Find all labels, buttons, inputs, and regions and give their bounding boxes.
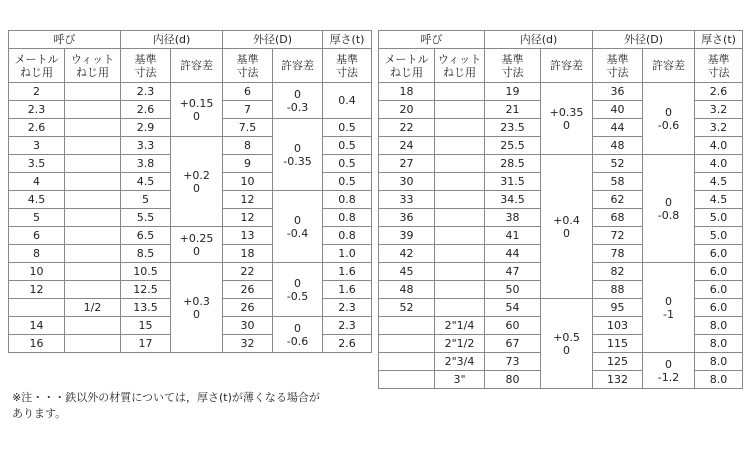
nominal-whitworth: 3" <box>435 371 485 389</box>
inner-base: 54 <box>485 299 541 317</box>
header-thickness-base: 基準 寸法 <box>323 49 372 83</box>
inner-tolerance <box>171 137 223 227</box>
outer-base: 88 <box>593 281 643 299</box>
header-inner-diameter: 内径(d) <box>485 31 593 49</box>
thickness-base: 0.8 <box>323 191 372 209</box>
outer-base: 32 <box>223 335 273 353</box>
nominal-metric: 14 <box>9 317 65 335</box>
inner-base: 25.5 <box>485 137 541 155</box>
outer-base: 58 <box>593 173 643 191</box>
outer-base: 78 <box>593 245 643 263</box>
nominal-metric: 36 <box>379 209 435 227</box>
footnote-line-1: ※注・・・鉄以外の材質については，厚さ(t)が薄くなる場合が <box>12 391 320 404</box>
inner-base: 31.5 <box>485 173 541 191</box>
inner-base: 15 <box>121 317 171 335</box>
nominal-metric: 52 <box>379 299 435 317</box>
outer-tolerance <box>643 353 695 389</box>
nominal-whitworth <box>435 119 485 137</box>
outer-tolerance <box>273 83 323 119</box>
table-row <box>379 155 743 173</box>
tolerance-plus: +0.35 <box>549 105 584 119</box>
thickness-base: 0.5 <box>323 155 372 173</box>
inner-base: 13.5 <box>121 299 171 317</box>
thickness-base: 8.0 <box>695 317 743 335</box>
outer-base: 10 <box>223 173 273 191</box>
nominal-metric: 20 <box>379 101 435 119</box>
outer-base: 30 <box>223 317 273 335</box>
header-outer-base: 基準 寸法 <box>593 49 643 83</box>
header-outer-diameter: 外径(D) <box>223 31 323 49</box>
header-outer-base: 基準 寸法 <box>223 49 273 83</box>
tolerance-minus: -0.6 <box>657 118 680 132</box>
outer-base: 132 <box>593 371 643 389</box>
thickness-base: 5.0 <box>695 209 743 227</box>
tolerance-minus: -0.5 <box>286 289 309 303</box>
header-whitworth: ウィット ねじ用 <box>435 49 485 83</box>
outer-base: 44 <box>593 119 643 137</box>
tolerance-plus: 0 <box>294 276 302 290</box>
tolerance-plus: 0 <box>665 195 673 209</box>
header-thickness: 厚さ(t) <box>323 31 372 49</box>
nominal-whitworth: 2"1/2 <box>435 335 485 353</box>
tolerance-minus: 0 <box>563 118 570 132</box>
thickness-base: 4.5 <box>695 173 743 191</box>
inner-base: 41 <box>485 227 541 245</box>
outer-base: 36 <box>593 83 643 101</box>
inner-base: 5 <box>121 191 171 209</box>
outer-tolerance <box>273 119 323 191</box>
nominal-metric: 16 <box>9 335 65 353</box>
tolerance-plus: +0.25 <box>179 231 214 245</box>
nominal-whitworth <box>435 137 485 155</box>
outer-base: 26 <box>223 299 273 317</box>
outer-base: 6 <box>223 83 273 101</box>
thickness-base: 6.0 <box>695 299 743 317</box>
outer-base: 12 <box>223 209 273 227</box>
outer-base: 8 <box>223 137 273 155</box>
outer-base: 95 <box>593 299 643 317</box>
outer-base: 103 <box>593 317 643 335</box>
outer-base: 82 <box>593 263 643 281</box>
outer-base: 40 <box>593 101 643 119</box>
inner-base: 38 <box>485 209 541 227</box>
nominal-metric <box>379 353 435 371</box>
thickness-base: 3.2 <box>695 119 743 137</box>
tolerance-minus: -1 <box>663 307 674 321</box>
nominal-whitworth <box>435 101 485 119</box>
tolerance-minus: -0.3 <box>286 100 309 114</box>
inner-base: 34.5 <box>485 191 541 209</box>
thickness-base: 3.2 <box>695 101 743 119</box>
inner-base: 2.9 <box>121 119 171 137</box>
table-row <box>379 83 743 101</box>
inner-tolerance <box>541 155 593 299</box>
nominal-whitworth <box>65 209 121 227</box>
nominal-whitworth <box>435 83 485 101</box>
thickness-base: 0.4 <box>323 83 372 119</box>
inner-base: 67 <box>485 335 541 353</box>
outer-tolerance <box>273 317 323 353</box>
nominal-whitworth <box>435 299 485 317</box>
nominal-whitworth <box>435 281 485 299</box>
outer-base: 68 <box>593 209 643 227</box>
nominal-metric: 2.6 <box>9 119 65 137</box>
nominal-metric <box>379 317 435 335</box>
thickness-base: 8.0 <box>695 353 743 371</box>
inner-base: 10.5 <box>121 263 171 281</box>
nominal-whitworth: 2"3/4 <box>435 353 485 371</box>
tolerance-plus: +0.4 <box>553 213 580 227</box>
inner-base: 73 <box>485 353 541 371</box>
nominal-whitworth <box>65 317 121 335</box>
header-thickness: 厚さ(t) <box>695 31 743 49</box>
nominal-whitworth <box>65 281 121 299</box>
nominal-whitworth <box>65 245 121 263</box>
header-inner-tolerance: 許容差 <box>541 49 593 83</box>
outer-base: 7.5 <box>223 119 273 137</box>
outer-base: 52 <box>593 155 643 173</box>
nominal-whitworth <box>65 173 121 191</box>
header-inner-base: 基準 寸法 <box>121 49 171 83</box>
tolerance-plus: 0 <box>294 213 302 227</box>
inner-base: 5.5 <box>121 209 171 227</box>
outer-base: 13 <box>223 227 273 245</box>
nominal-metric: 4 <box>9 173 65 191</box>
thickness-base: 2.3 <box>323 299 372 317</box>
tolerance-plus: +0.15 <box>179 96 214 110</box>
outer-tolerance <box>643 155 695 263</box>
inner-base: 23.5 <box>485 119 541 137</box>
nominal-whitworth <box>435 263 485 281</box>
nominal-metric: 30 <box>379 173 435 191</box>
nominal-metric: 5 <box>9 209 65 227</box>
nominal-metric <box>379 335 435 353</box>
nominal-metric: 2 <box>9 83 65 101</box>
thickness-base: 2.6 <box>695 83 743 101</box>
header-metric: メートル ねじ用 <box>9 49 65 83</box>
inner-base: 21 <box>485 101 541 119</box>
header-inner-tolerance: 許容差 <box>171 49 223 83</box>
footnote <box>12 390 320 422</box>
tolerance-plus: 0 <box>294 87 302 101</box>
inner-base: 80 <box>485 371 541 389</box>
nominal-whitworth <box>435 155 485 173</box>
tolerance-minus: 0 <box>193 109 200 123</box>
thickness-base: 4.5 <box>695 191 743 209</box>
inner-base: 28.5 <box>485 155 541 173</box>
inner-base: 3.8 <box>121 155 171 173</box>
outer-tolerance <box>643 83 695 155</box>
tolerance-plus: +0.2 <box>183 168 210 182</box>
nominal-metric: 22 <box>379 119 435 137</box>
tolerance-minus: 0 <box>193 244 200 258</box>
thickness-base: 6.0 <box>695 245 743 263</box>
outer-tolerance <box>273 263 323 317</box>
outer-base: 48 <box>593 137 643 155</box>
tolerance-minus: -0.4 <box>286 226 309 240</box>
washer-spec-table-right <box>378 30 743 389</box>
nominal-metric: 45 <box>379 263 435 281</box>
tolerance-minus: -0.35 <box>283 154 312 168</box>
table-row <box>9 83 372 101</box>
header-metric: メートル ねじ用 <box>379 49 435 83</box>
outer-base: 7 <box>223 101 273 119</box>
thickness-base: 1.6 <box>323 263 372 281</box>
inner-tolerance <box>171 263 223 353</box>
thickness-base: 0.8 <box>323 209 372 227</box>
thickness-base: 6.0 <box>695 281 743 299</box>
thickness-base: 0.5 <box>323 173 372 191</box>
tolerance-plus: 0 <box>665 294 673 308</box>
inner-base: 8.5 <box>121 245 171 263</box>
inner-base: 2.3 <box>121 83 171 101</box>
thickness-base: 4.0 <box>695 137 743 155</box>
thickness-base: 6.0 <box>695 263 743 281</box>
header-whitworth: ウィット ねじ用 <box>65 49 121 83</box>
header-nominal: 呼び <box>379 31 485 49</box>
thickness-base: 2.6 <box>323 335 372 353</box>
nominal-whitworth <box>65 335 121 353</box>
tolerance-plus: 0 <box>665 105 673 119</box>
nominal-whitworth <box>65 263 121 281</box>
tolerance-plus: 0 <box>294 141 302 155</box>
nominal-metric: 3.5 <box>9 155 65 173</box>
nominal-whitworth <box>435 209 485 227</box>
tolerance-plus: +0.5 <box>553 330 580 344</box>
thickness-base: 1.0 <box>323 245 372 263</box>
inner-base: 60 <box>485 317 541 335</box>
nominal-whitworth <box>65 101 121 119</box>
nominal-metric: 3 <box>9 137 65 155</box>
header-thickness-base: 基準 寸法 <box>695 49 743 83</box>
tolerance-minus: 0 <box>193 181 200 195</box>
inner-base: 6.5 <box>121 227 171 245</box>
inner-tolerance <box>541 83 593 155</box>
inner-base: 3.3 <box>121 137 171 155</box>
outer-tolerance <box>273 191 323 263</box>
nominal-metric: 4.5 <box>9 191 65 209</box>
thickness-base: 1.6 <box>323 281 372 299</box>
header-nominal: 呼び <box>9 31 121 49</box>
nominal-whitworth: 1/2 <box>65 299 121 317</box>
header-outer-diameter: 外径(D) <box>593 31 695 49</box>
tolerance-plus: 0 <box>665 357 673 371</box>
nominal-metric: 18 <box>379 83 435 101</box>
outer-base: 72 <box>593 227 643 245</box>
nominal-metric <box>9 299 65 317</box>
nominal-whitworth <box>65 191 121 209</box>
inner-base: 17 <box>121 335 171 353</box>
tolerance-minus: 0 <box>563 343 570 357</box>
header-inner-base: 基準 寸法 <box>485 49 541 83</box>
nominal-metric: 24 <box>379 137 435 155</box>
thickness-base: 8.0 <box>695 371 743 389</box>
thickness-base: 8.0 <box>695 335 743 353</box>
nominal-whitworth <box>435 245 485 263</box>
nominal-metric: 6 <box>9 227 65 245</box>
inner-base: 2.6 <box>121 101 171 119</box>
outer-base: 12 <box>223 191 273 209</box>
tolerance-minus: 0 <box>193 307 200 321</box>
tolerance-minus: -0.6 <box>286 334 309 348</box>
nominal-whitworth <box>65 227 121 245</box>
inner-base: 4.5 <box>121 173 171 191</box>
tolerance-minus: 0 <box>563 226 570 240</box>
nominal-metric: 39 <box>379 227 435 245</box>
inner-base: 50 <box>485 281 541 299</box>
outer-tolerance <box>643 263 695 353</box>
header-outer-tolerance: 許容差 <box>273 49 323 83</box>
tolerance-plus: +0.3 <box>183 294 210 308</box>
inner-base: 47 <box>485 263 541 281</box>
inner-base: 19 <box>485 83 541 101</box>
tolerance-minus: -0.8 <box>657 208 680 222</box>
outer-base: 22 <box>223 263 273 281</box>
nominal-whitworth <box>435 191 485 209</box>
outer-base: 62 <box>593 191 643 209</box>
outer-base: 26 <box>223 281 273 299</box>
nominal-whitworth <box>65 119 121 137</box>
outer-base: 9 <box>223 155 273 173</box>
tolerance-plus: 0 <box>294 321 302 335</box>
nominal-metric <box>379 371 435 389</box>
inner-tolerance <box>171 227 223 263</box>
nominal-whitworth: 2"1/4 <box>435 317 485 335</box>
thickness-base: 5.0 <box>695 227 743 245</box>
thickness-base: 4.0 <box>695 155 743 173</box>
inner-base: 44 <box>485 245 541 263</box>
outer-base: 18 <box>223 245 273 263</box>
nominal-metric: 10 <box>9 263 65 281</box>
outer-base: 115 <box>593 335 643 353</box>
thickness-base: 2.3 <box>323 317 372 335</box>
nominal-whitworth <box>65 137 121 155</box>
header-outer-tolerance: 許容差 <box>643 49 695 83</box>
nominal-metric: 12 <box>9 281 65 299</box>
inner-base: 12.5 <box>121 281 171 299</box>
nominal-whitworth <box>435 227 485 245</box>
tolerance-minus: -1.2 <box>657 370 680 384</box>
inner-tolerance <box>541 299 593 389</box>
nominal-whitworth <box>65 155 121 173</box>
nominal-metric: 33 <box>379 191 435 209</box>
footnote-line-2: あります。 <box>12 407 67 420</box>
nominal-metric: 42 <box>379 245 435 263</box>
inner-tolerance <box>171 83 223 137</box>
table-row <box>9 263 372 281</box>
nominal-metric: 48 <box>379 281 435 299</box>
nominal-metric: 8 <box>9 245 65 263</box>
thickness-base: 0.8 <box>323 227 372 245</box>
nominal-metric: 2.3 <box>9 101 65 119</box>
nominal-whitworth <box>435 173 485 191</box>
thickness-base: 0.5 <box>323 137 372 155</box>
thickness-base: 0.5 <box>323 119 372 137</box>
outer-base: 125 <box>593 353 643 371</box>
washer-spec-table-left <box>8 30 372 353</box>
nominal-metric: 27 <box>379 155 435 173</box>
header-inner-diameter: 内径(d) <box>121 31 223 49</box>
nominal-whitworth <box>65 83 121 101</box>
